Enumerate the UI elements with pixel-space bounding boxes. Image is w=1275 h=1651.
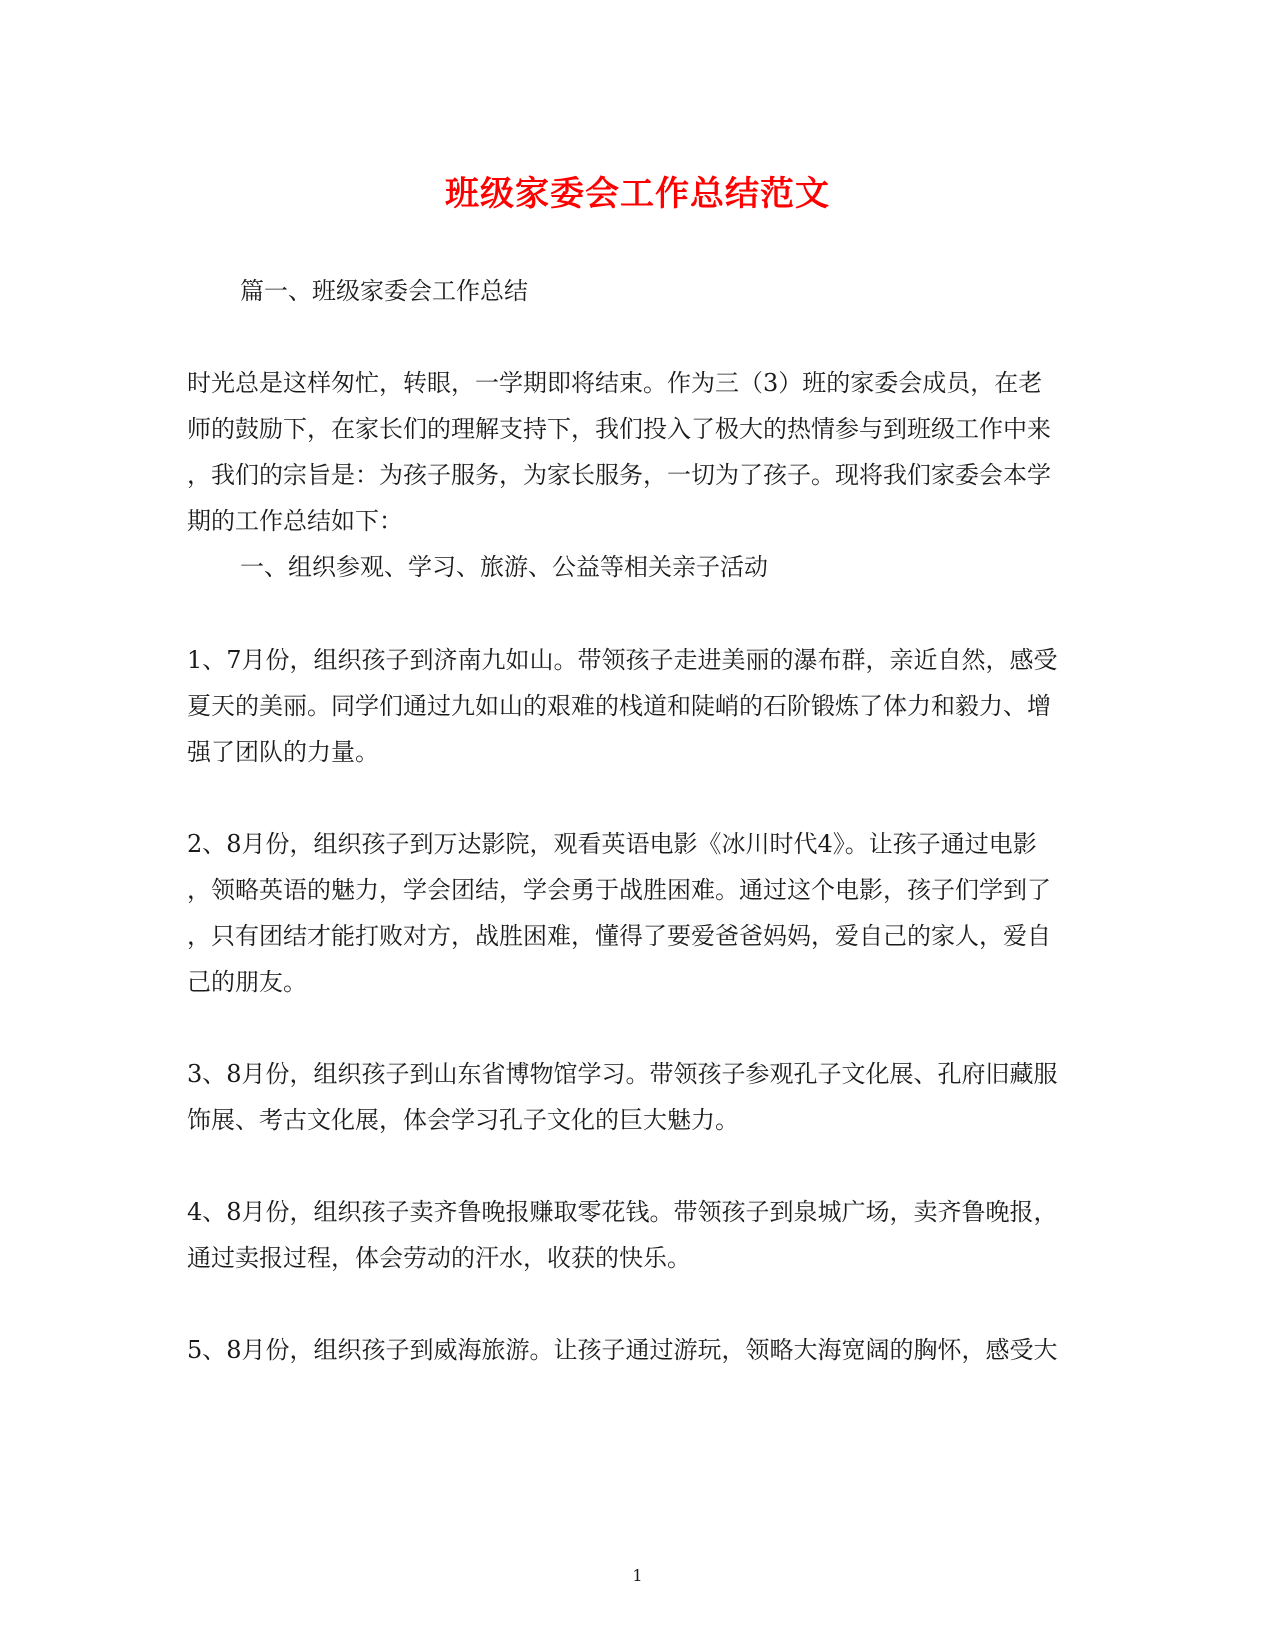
item-1-line: 夏天的美丽。同学们通过九如山的艰难的栈道和陡峭的石阶锻炼了体力和毅力、增: [187, 692, 1051, 720]
document-title: 班级家委会工作总结范文: [445, 174, 830, 214]
page-number: 1: [632, 1566, 643, 1585]
item-2-line: 2、8月份，组织孩子到万达影院，观看英语电影《冰川时代4》。让孩子通过电影: [187, 830, 1037, 858]
item-1-line: 1、7月份，组织孩子到济南九如山。带领孩子走进美丽的瀑布群，亲近自然，感受: [187, 646, 1058, 674]
intro-line: 时光总是这样匆忙，转眼，一学期即将结束。作为三（3）班的家委会成员，在老: [187, 369, 1043, 397]
item-1-line: 强了团队的力量。: [187, 738, 379, 766]
item-4-line: 通过卖报过程，体会劳动的汗水，收获的快乐。: [187, 1244, 691, 1272]
item-2-line: ，只有团结才能打败对方，战胜困难，懂得了要爱爸爸妈妈，爱自己的家人，爱自: [187, 922, 1051, 950]
item-3-line: 3、8月份，组织孩子到山东省博物馆学习。带领孩子参观孔子文化展、孔府旧藏服: [187, 1060, 1058, 1088]
intro-line: 期的工作总结如下：: [187, 507, 403, 535]
item-4-line: 4、8月份，组织孩子卖齐鲁晚报赚取零花钱。带领孩子到泉城广场，卖齐鲁晚报，: [187, 1198, 1058, 1226]
subheading: 一、组织参观、学习、旅游、公益等相关亲子活动: [240, 553, 768, 581]
item-2-line: ，领略英语的魅力，学会团结，学会勇于战胜困难。通过这个电影，孩子们学到了: [187, 876, 1051, 904]
intro-line: ，我们的宗旨是：为孩子服务，为家长服务，一切为了孩子。现将我们家委会本学: [187, 461, 1051, 489]
item-3-line: 饰展、考古文化展，体会学习孔子文化的巨大魅力。: [187, 1106, 739, 1134]
section-heading: 篇一、班级家委会工作总结: [240, 277, 528, 305]
item-2-line: 己的朋友。: [187, 968, 307, 996]
item-5-line: 5、8月份，组织孩子到威海旅游。让孩子通过游玩，领略大海宽阔的胸怀，感受大: [187, 1336, 1058, 1364]
intro-line: 师的鼓励下，在家长们的理解支持下，我们投入了极大的热情参与到班级工作中来: [187, 415, 1051, 443]
